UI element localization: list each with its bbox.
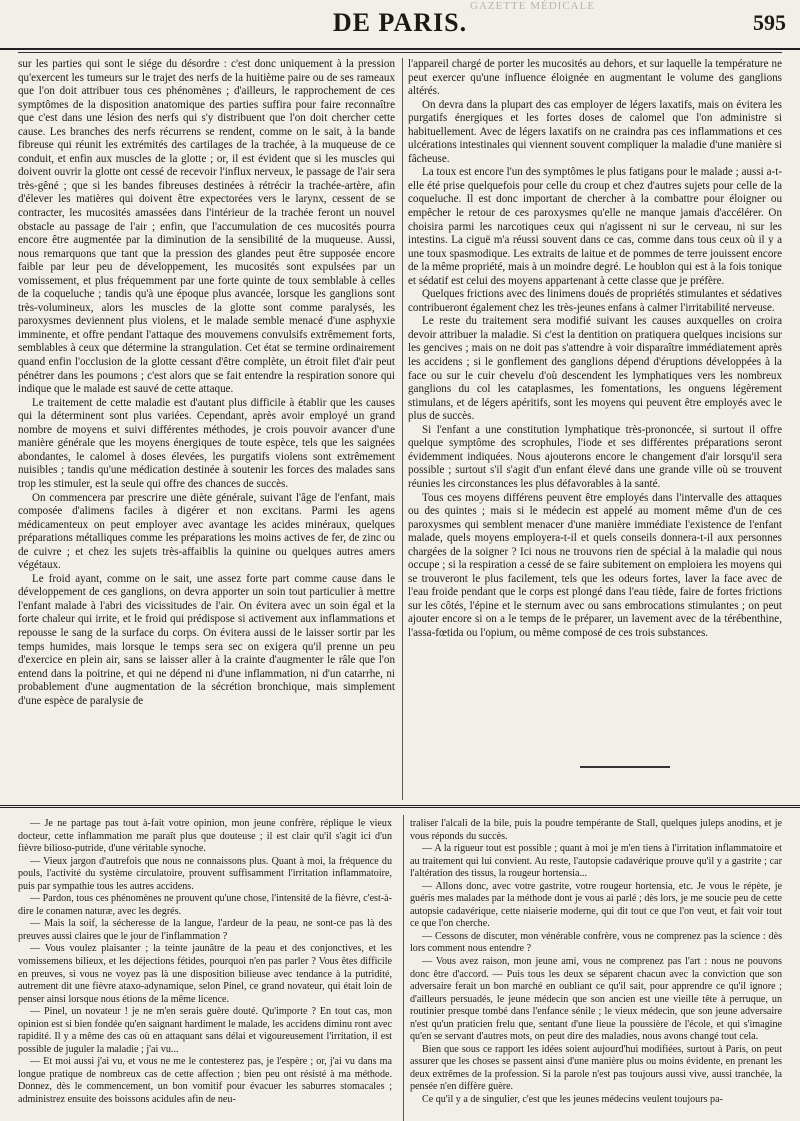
feuilleton-column-divider [403, 815, 404, 1121]
article-end-rule [580, 766, 670, 768]
main-left-paragraph: Le traitement de cette maladie est d'autant plus difficile à établir que les causes qui la déterminent sont plus variées. Cependant, après avoir employé un grand nombre de moyens et suivi différentes méthodes, je crois pouvoir avancer d'une manière générale que les moyens énergiques de toute espèce, tels que les saignées abondantes, le calomel à doses élevées, les purgatifs violens sont extrêmement nuisibles ; tandis qu'une médication destinée à soutenir les forces des malades sans trop les stimuler, est la seule qui offre des chances de succès. [18, 396, 395, 490]
feuilleton-paragraph: — Vous avez raison, mon jeune ami, vous ne comprenez pas l'art : nous ne pouvons donc être d'accord. — Puis tous les deux se séparent chacun avec la conviction que son adversaire ferait un bon marché en oubliant ce qu'il sait, pour apprendre ce qu'il ignore ; d'ailleurs persuadés, le jeune médecin que son ancien est une vieille tête à perruque, un routinier presque tombé dans l'enfance sénile ; le vieux médecin, que son jeune adversaire n'est qu'un praticien frelu que, sentant d'une lieue la poussière de l'école, et qui s'imagine qu'en se servant d'autres mots, on peut dire des maladies, nous avons changé tout cela. [410, 956, 782, 1043]
main-right-paragraph: La toux est encore l'un des symptômes le plus fatigans pour le malade ; aussi a-t-elle été prise quelquefois pour celle du croup et chez d'autres sujets pour celle de la coqueluche. Il est donc important de chercher à la combattre pour éloigner ou empêcher le retour de ces paroxysmes qu'elle ne manque jamais d'accélérer. On choisira parmi les narcotiques ceux qui n'agissent ni sur le cerveau, ni sur les intestins. La ciguë m'a réussi souvent dans ce cas, comme dans tous ceux où il y a une toux spasmodique. Les extraits de laitue et de pommes de terre jouissent encore de la même propriété, mais à un moindre degré. Le houblon qui est à la fois tonique et sédatif est celui des moyens appartenant à cette classe que je préfère. [408, 166, 782, 287]
feuilleton-paragraph: — A la rigueur tout est possible ; quant à moi je m'en tiens à l'irritation inflammatoire et au traitement qui lui convient. Au reste, l'autopsie cadavérique prouve qu'il y a gastrite ; car l'altération des tissus, la rougeur hortensia... [410, 843, 782, 880]
main-right-paragraph: Quelques frictions avec des linimens doués de propriétés stimulantes et sédatives contribueront également chez les très-jeunes enfans à calmer l'irritabilité nerveuse. [408, 288, 782, 314]
feuilleton-paragraph: — Pardon, tous ces phénomènes ne prouvent qu'une chose, l'intensité de la fièvre, c'est-à-dire le conamen naturæ, avec les degrés. [18, 893, 392, 917]
masthead-ghost-text: GAZETTE MÉDICALE [470, 0, 596, 12]
feuilleton-paragraph: — Mais la soif, la sécheresse de la langue, l'ardeur de la peau, ne sont-ce pas là des preuves aussi claires que le jour de l'inflammation ? [18, 918, 392, 942]
feuilleton-paragraph: — Vous voulez plaisanter ; la teinte jaunâtre de la peau et des conjonctives, et les vomissemens bilieux, et les déjections fétides, pourquoi n'en pas parler ? Vous êtes difficile en preuves, si vous ne voyez pas là une disposition bilieuse avec tendance à la putridité, autrement dit une fièvre ataxo-adynamique, selon Pinel, ce grand novateur, qui était loin de penser ainsi lorsque nous étions de la même licence. [18, 943, 392, 1005]
feuilleton-paragraph: — Vieux jargon d'autrefois que nous ne connaissons plus. Quant à moi, la fréquence du pouls, l'activité du système circulatoire, prouvent suffisamment l'irritation inflammatoire, puis par sympathie tous les autres accidens. [18, 855, 392, 892]
page-number: 595 [753, 10, 786, 35]
main-left-paragraph: Le froid ayant, comme on le sait, une assez forte part comme cause dans le développement de ces ganglions, on devra apporter un soin tout particulier à mettre l'enfant malade à l'abri des vicissitudes de l'air. On évitera avec un soin égal et la forte chaleur qui irrite, et le froid qui prédispose si activement aux inflammations et repousse le sang de la surface du corps. On évitera aussi de le laisser sortir par les temps humides, mais lorsque le temps sera sec on exigera qu'il prenne un peu d'exercice en plein air, sans se laisser aller à la crainte d'augmenter le râle que l'on entend dans la poitrine, et qui ne dépend ni d'une inflammation, ni d'un catarrhe, ni probablement d'une augmentation de la sécrétion bronchique, mais simplement d'une espèce de paralysie de [18, 572, 395, 707]
main-left-paragraph: On commencera par prescrire une diète générale, suivant l'âge de l'enfant, mais composée d'alimens faciles à digérer et non excitans. Parmi les agens médicamenteux on peut employer avec avantage les acides minéraux, quelques préparations métalliques comme les préparations les moins actives de fer, de zinc ou de cuivre ; et chez les sujets très-affaiblis la quinine ou quelques autres amers végétaux. [18, 491, 395, 572]
main-right-column [408, 58, 782, 800]
main-left-paragraph: sur les parties qui sont le siége du désordre : c'est donc uniquement à la pression qu'exercent les tumeurs sur le trajet des nerfs de la huitième paire ou de ses rameaux que l'on doit attribuer tous ces phénomènes ; d'ailleurs, le rapprochement de ces symptômes de la disposition anatomique des parties suffira pour faire reconnaître que c'est dans une lésion des nerfs qui s'y distribuent que l'on doit chercher cette cause. Les branches des nerfs récurrens se rendent, comme on le sait, à la bande fibreuse qui réunit les extrémités des cartilages de la trachée, à la muqueuse de ce conduit, et enfin aux muscles de la glotte ; or, il est évident que si les muscles qui doivent ouvrir la glotte ont cessé de recevoir l'influx nerveux, le passage de l'air sera très-gêné ; que si les bandes fibreuses destinées à rétrécir la trachée-artère, afin d'élever les matières qui doivent être expectorées vers le larynx, cessent de se contracter, les mucosités amassées dans l'intérieur de la trachée feront un nouvel obstacle au passage de l'air ; enfin, que l'accumulation de ces mucosités pourra encore être augmentée par la diminution de la sensibilité de la muqueuse. Aussi, nous remarquons que tant que la pression des glandes peut être supposée encore faible par leur peu de développement, les mucosités sont expulsées par un vomissement, et plus fréquemment par une forte quinte de toux semblable à celles de la coqueluche ; tandis qu'à une époque plus avancée, lorsque les ganglions sont très-volumineux, alors les muscles de la glotte sont comme paralysés, les paroxysmes deviennent plus violens, et le malade semble menacé d'une asphyxie imminente, et offre pendant l'attaque des mouvemens convulsifs extrêmement forts, semblables à ceux que détermine la strangulation. Cet état se termine ordinairement quand enfin l'occlusion de la glotte cessant d'être complète, un étroit filet d'air peut pénétrer dans les poumons ; c'est alors que se fait entendre la respiration sonore qui indique que le malade est sauvé de cette attaque. [18, 58, 395, 396]
page-title: DE PARIS. [332, 8, 468, 37]
feuilleton-paragraph: Bien que sous ce rapport les idées soient aujourd'hui modifiées, surtout à Paris, on peut assurer que les choses se passent ainsi d'une manière plus ou moins évidente, en prenant les deux extrêmes de la profession. Si la parole n'est pas toujours aussi vive, aussi tranchée, la pensée n'en diffère guère. [410, 1043, 782, 1093]
feuilleton [18, 818, 782, 1118]
main-right-paragraph: l'appareil chargé de porter les mucosités au dehors, et sur laquelle la température ne peut exercer qu'une influence éloignée en augmentant le volume des ganglions altérés. [408, 58, 782, 98]
main-right-paragraph: On devra dans la plupart des cas employer de légers laxatifs, mais on évitera les purgatifs énergiques et les fortes doses de calomel que l'on administre si habituellement. Avec de légers laxatifs on ne craindra pas ces inflammations et ces ulcérations intestinales qui viennent souvent compliquer la maladie d'une manière si fâcheuse. [408, 98, 782, 165]
main-left-column [18, 58, 395, 800]
main-columns [18, 58, 782, 800]
feuilleton-paragraph: traliser l'alcali de la bile, puis la poudre tempérante de Stall, quelques juleps anodins, et je vous réponds du succès. [410, 818, 782, 842]
feuilleton-paragraph: — Pinel, un novateur ! je ne m'en serais guère douté. Qu'importe ? En tout cas, mon opinion est si bien fondée qu'en saignant hardiment le malade, les accidens diminu ront avec rapidité. Il y a même des cas où en attaquant sans délai et vigoureusement l'irritation, il est possible de juguler la maladie ; j'ai vu... [18, 1006, 392, 1055]
feuilleton-right-column [410, 818, 782, 1118]
masthead [0, 0, 800, 50]
feuilleton-paragraph: — Je ne partage pas tout à-fait votre opinion, mon jeune confrère, réplique le vieux docteur, cette inflammation me paraît plus que douteuse ; il est clair qu'il s'agit ici d'un fièvre bilioso-putride, d'une véritable synoche. [18, 818, 392, 855]
main-right-paragraph: Si l'enfant a une constitution lymphatique très-prononcée, si surtout il offre quelque symptôme des scrophules, l'iode et ses différentes préparations seront évidemment indiquées. Nous ajouterons encore le changement d'air lorsqu'il sera possible ; surtout s'il s'agit d'un enfant élevé dans une grande ville où se trouvent réunies les circonstances les plus défavorables à la santé. [408, 423, 782, 490]
feuilleton-left-column [18, 818, 392, 1118]
feuilleton-paragraph: — Allons donc, avec votre gastrite, votre rougeur hortensia, etc. Je vous le répète, je guéris mes malades par la méthode dont je vous ai parlé ; dès lors, je me soucie peu de cette autopsie cadavérique, cette niaiserie moderne, qui dit tout ce que l'on veut, et fait voir tout ce que l'on cherche. [410, 880, 782, 930]
top-rule [18, 52, 782, 53]
main-right-paragraph: Le reste du traitement sera modifié suivant les causes auxquelles on croira devoir attribuer la maladie. Si c'est la dentition on pratiquera quelques incisions sur les gencives ; mais on ne doit pas s'attendre à voir disparaître immédiatement après les accidens ; si le gonflement des ganglions dépend d'éruptions développées à la face ou sur le cuir chevelu d'où descendent les lymphatiques vers les nombreux ganglions du col les cataplasmes, les fomentations, les onguens légèrement stimulans, et de légers apéritifs, sont les moyens qui peuvent être employés avec le plus de succès. [408, 315, 782, 423]
main-right-paragraph: Tous ces moyens différens peuvent être employés dans l'intervalle des attaques ou des quintes ; mais si le médecin est appelé au moment même d'un de ces paroxysmes qui semblent menacer d'une manière immédiate l'existence de l'enfant malade, quels moyens employera-t-il et quels conseils donnera-t-il aux personnes chargées de la soigner ? Ici nous ne trouvons rien de spécial à la maladie qui nous occupe ; si la respiration a cessé de se faire subitement on emploiera les moyens qui se trouveront le plus facilement, tels que les odeurs fortes, laver la face avec de l'eau froide pendant que le corps est plongé dans l'eau tiède, faire de fortes frictions sur les côtés, l'épine et le sternum avec ou sans embrocations stimulantes ; on peut ajouter encore si on a le temps de le préparer, un lavement avec de la térébenthine, l'assa-fœtida ou l'opium, ou même composé de ces trois substances. [408, 491, 782, 639]
feuilleton-paragraph: Ce qu'il y a de singulier, c'est que les jeunes médecins veulent toujours pa- [422, 1094, 723, 1106]
feuilleton-divider [0, 805, 800, 808]
feuilleton-paragraph: — Cessons de discuter, mon vénérable confrère, vous ne comprenez pas la science : dès lors comment nous entendre ? [410, 930, 782, 955]
column-divider [402, 58, 403, 800]
feuilleton-paragraph: — Et moi aussi j'ai vu, et vous ne me le contesterez pas, je l'espère ; or, j'ai vu dans ma longue pratique de nombreux cas de cette affection ; bien peu ont résisté à ma méthode. Donnez, dès le commencement, un bon vomitif pour évacuer les saburres stomacales ; administrez ensuite des boissons acidules afin de neu- [18, 1056, 392, 1106]
